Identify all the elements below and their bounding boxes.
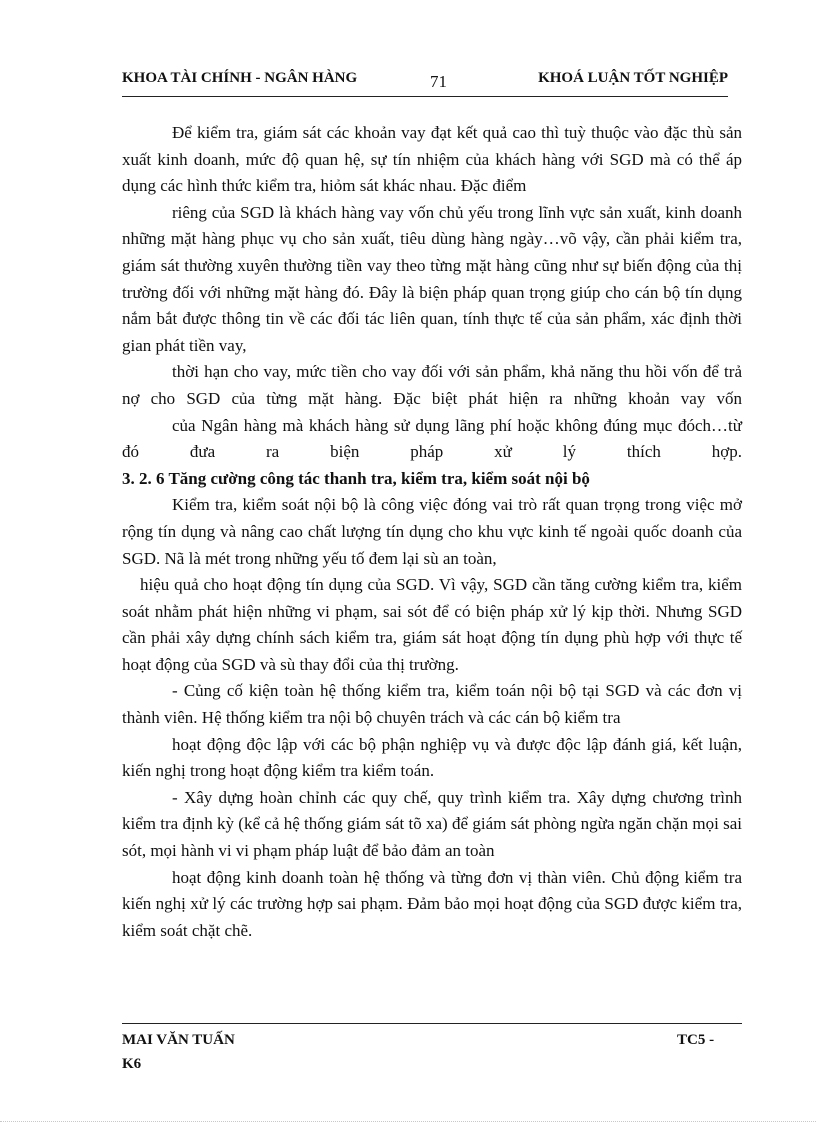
page-header [122, 70, 728, 92]
paragraph: - Củng cố kiện toàn hệ thống kiểm tra, kiểm toán nội bộ tại SGD và các đơn vị thành viên. Hệ thống kiểm tra nội bộ chuyên trách và các cán bộ kiểm tra [122, 681, 742, 728]
paragraph: của Ngân hàng mà khách hàng sử dụng lãng phí hoặc không đúng mục đóch…từ đó đưa ra biện pháp xử lý thích hợp. [122, 415, 742, 462]
section-heading: 3. 2. 6 Tăng cường công tác thanh tra, kiểm tra, kiểm soát nội bộ [122, 468, 590, 488]
page-number: 71 [430, 72, 447, 91]
footer-class-suffix: K6 [122, 1056, 142, 1072]
footer-divider [122, 1023, 742, 1024]
paragraph: hoạt động kinh doanh toàn hệ thống và từng đơn vị thàn viên. Chủ động kiểm tra kiến nghị xử lý các trường hợp sai phạm. Đảm bảo mọi hoạt động của SGD được kiểm tra, kiểm soát chặt chẽ. [122, 867, 742, 940]
header-faculty: KHOA TÀI CHÍNH - NGÂN HÀNG [122, 70, 358, 86]
paragraph: thời hạn cho vay, mức tiền cho vay đối với sản phẩm, khả năng thu hồi vốn để trả nợ cho SGD của từng mặt hàng. Đặc biệt phát hiện ra những khoản vay vốn [122, 362, 742, 408]
paragraph: - Xây dựng hoàn chỉnh các quy chế, quy trình kiểm tra. Xây dựng chương trình kiểm tra định kỳ (kể cả hệ thống giám sát tõ xa) để giám sát phòng ngừa ngăn chặn mọi sai sót, mọi hành vi vi phạm pháp luật để bảo đảm an toàn [122, 787, 742, 861]
header-thesis-title: KHOÁ LUẬN TỐT NGHIỆP [538, 70, 728, 86]
paragraph: Kiểm tra, kiểm soát nội bộ là công việc đóng vai trò rất quan trọng trong việc mở rộng tín dụng và nâng cao chất lượng tín dụng cho khu vực kinh tế ngoài quốc doanh của SGD. Nã là mét trong những yếu tố đem lại sù an toàn, [122, 495, 742, 568]
page-content [122, 120, 742, 944]
paragraph: hiệu quả cho hoạt động tín dụng của SGD. Vì vậy, SGD cần tăng cường kiểm tra, kiểm soát nhằm phát hiện những vi phạm, sai sót để có biện pháp xử lý kịp thời. Nhưng SGD cần phải xây dựng chính sách kiểm tra, giám sát hoạt động tín dụng phù hợp với thực tế hoạt động của SGD và sù thay đổi của thị trường. [122, 575, 742, 674]
footer-author: MAI VĂN TUẤN [122, 1032, 235, 1048]
footer-class-code: TC5 - [677, 1032, 715, 1048]
paragraph: hoạt động độc lập với các bộ phận nghiệp vụ và được độc lập đánh giá, kết luận, kiến nghị trong hoạt động kiểm tra kiểm toán. [122, 734, 742, 781]
page-bottom-dotted-line [0, 1121, 816, 1122]
paragraph: riêng của SGD là khách hàng vay vốn chủ yếu trong lĩnh vực sản xuất, kinh doanh những mặt hàng phục vụ cho sản xuất, tiêu dùng hàng ngày…võ vậy, cần phải kiểm tra, giám sát thường xuyên thường tiền vay theo từng mặt hàng cũng như sự biến động của thị trường đối với những mặt hàng đó. Đây là biện pháp quan trọng giúp cho cán bộ tín dụng nắm bắt được thông tin về các đối tác liên quan, tính thực tế của sản phẩm, xác định thời gian phát tiền vay, [122, 202, 742, 355]
paragraph: Để kiểm tra, giám sát các khoản vay đạt kết quả cao thì tuỳ thuộc vào đặc thù sản xuất kinh doanh, mức độ quan hệ, sự tín nhiệm của khách hàng với SGD mà có thể áp dụng các hình thức kiểm tra, hiỏm sát khác nhau. Đặc điểm [122, 123, 742, 196]
header-divider [122, 96, 728, 97]
